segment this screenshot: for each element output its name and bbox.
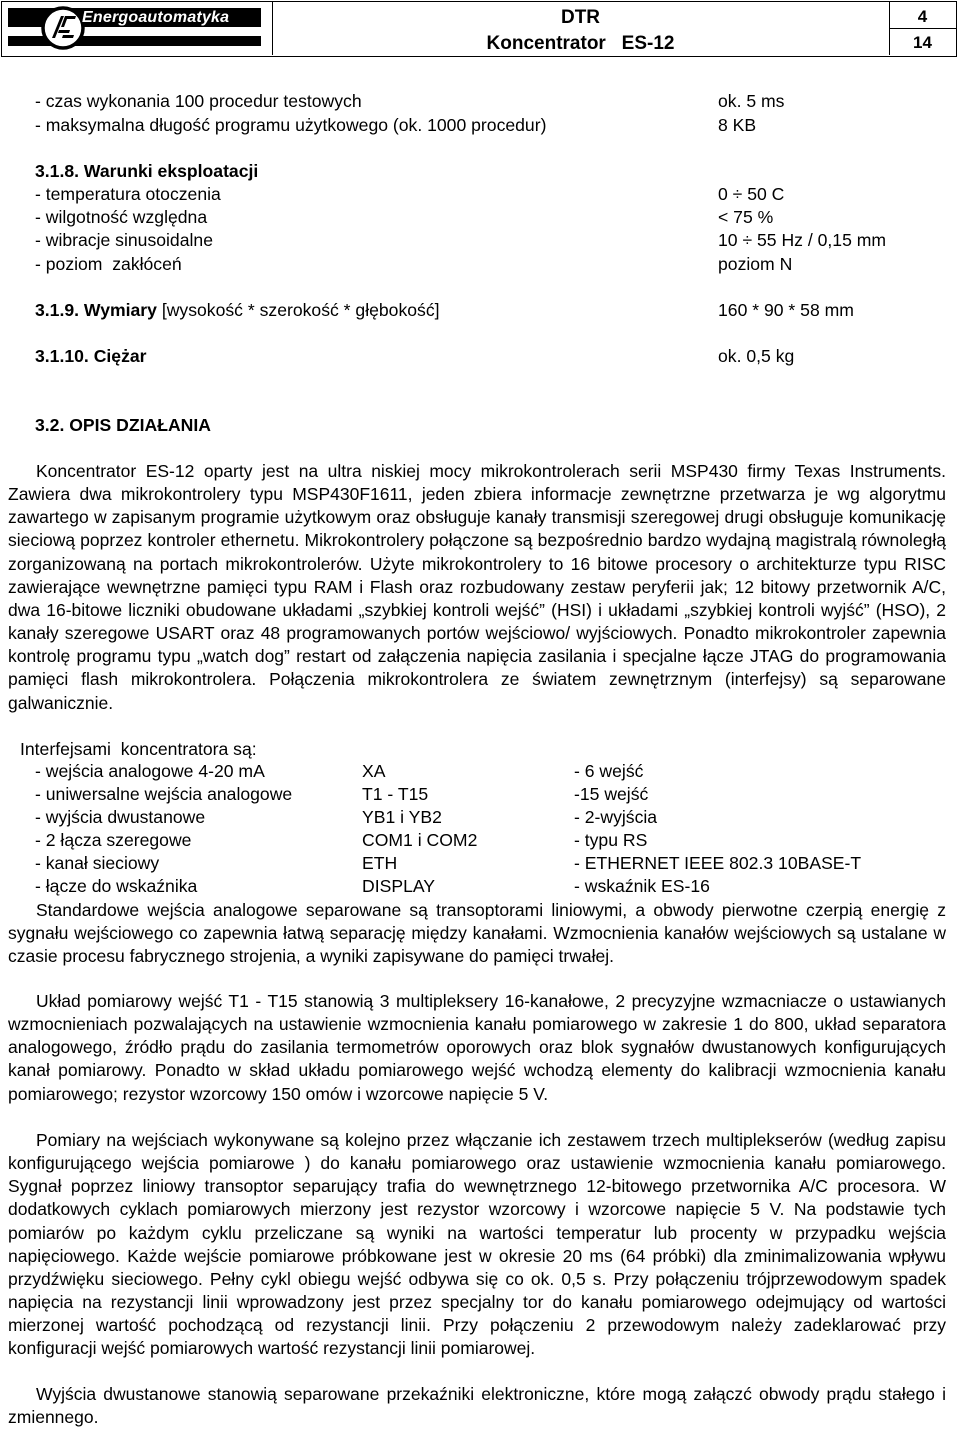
interfaces-heading: Interfejsami koncentratora są:	[20, 739, 257, 759]
paragraph	[8, 1383, 946, 1429]
spec-value: 0 ÷ 50 C	[718, 184, 785, 204]
dimension-note: [wysokość * szerokość * głębokość]	[156, 300, 440, 320]
title-cell	[272, 2, 890, 55]
section-number: 4	[917, 7, 928, 26]
interface-signal: ETH	[362, 853, 398, 873]
spec-row	[35, 183, 945, 205]
page-number: 14	[913, 33, 932, 52]
paragraph-text: Wyjścia dwustanowe stanowią separowane przekaźniki elektroniczne, które mogą załączć obwody prądu stałego i zmiennego.	[8, 1384, 946, 1428]
spec-row	[35, 206, 945, 228]
interface-row	[35, 760, 935, 783]
spec-row	[35, 299, 945, 321]
interface-name: - wejścia analogowe 4-20 mA	[35, 761, 265, 781]
interface-row	[35, 806, 935, 829]
spec-value: 10 ÷ 55 Hz / 0,15 mm	[718, 230, 887, 250]
page-number-cell	[889, 2, 956, 55]
paragraph	[8, 1129, 946, 1361]
spec-value: ok. 0,5 kg	[718, 346, 795, 366]
interface-row	[35, 875, 935, 898]
section-heading: 3.2. OPIS DZIAŁANIA	[35, 415, 211, 435]
spec-label: - wilgotność względna	[35, 207, 208, 227]
interface-name: - wyjścia dwustanowe	[35, 807, 206, 827]
divider	[889, 28, 956, 29]
interface-count: - ETHERNET IEEE 802.3 10BASE-T	[574, 853, 862, 873]
spec-label: - poziom zakłóceń	[35, 254, 182, 274]
paragraph	[8, 460, 946, 715]
paragraph-text: Pomiary na wejściach wykonywane są kolejno przez włączanie ich zestawem trzech multiplekserów (według zapisu konfigurującego wejścia pomiarowe ) do kanału pomiarowego oraz ustawienie wzmocnienia kanału pomiarowego. Sygnał poprzez liniowy transoptor separujący trafia do wewnętrznego 12-bitowego przetwornika A/C procesora. W dodatkowych cyklach pomiarowych mierzony jest rezystor wzorcowy i wzorcowe napięcie 5 V. Na podstawie tych pomiarów po każdym cyklu przeliczane są wyniki na wartości temperatur lub procenty w przypadku wejścia napięciowego. Każde wejście pomiarowe próbkowane jest w okresie 20 ms (64 próbki) dla zminimalizowania wpływu przydźwięku sieciowego. Pełny cykl obiegu wejść odbywa się co ok. 0,5 s. Przy połączeniu trójprzewodowym spadek napięcia na rezystancji linii wprowadzony jest przez specjalny tor do kanału pomiarowego odejmujący od wartości mierzonej wartość pochodzącą od rezystancji linii. Przy połączeniu 2 przewodowym należy zadeklarować przy konfiguracji wejść pomiarowych wartość rezystancji linii pomiarowej.	[8, 1130, 946, 1359]
spec-label: - maksymalna długość programu użytkowego (ok. 1000 procedur)	[35, 115, 547, 135]
company-logo-icon	[40, 5, 86, 51]
logo-cell	[2, 2, 273, 55]
interface-row	[35, 783, 935, 806]
spec-label: - wibracje sinusoidalne	[35, 230, 213, 250]
interface-count: - 2-wyjścia	[574, 807, 658, 827]
page-header	[1, 1, 957, 57]
interface-name: - 2 łącza szeregowe	[35, 830, 192, 850]
interface-signal: T1 - T15	[362, 784, 429, 804]
interface-row	[35, 852, 935, 875]
interface-signal: DISPLAY	[362, 876, 436, 896]
spec-value: 8 KB	[718, 115, 757, 135]
spec-row	[35, 90, 945, 112]
document-subtitle: Koncentrator ES-12	[486, 33, 675, 54]
interface-name: - łącze do wskaźnika	[35, 876, 198, 896]
spec-row	[35, 253, 945, 275]
paragraph-text: Układ pomiarowy wejść T1 - T15 stanowią 3 multipleksery 16-kanałowe, 2 precyzyjne wzmacniacze o ustawianych wzmocnieniach pozwalających na ustawienie wzmocnienia kanału pomiarowego w zakresie 1 do 800, układ separatora analogowego, źródło prądu do zasilania termometrów oporowych oraz blok sygnałów dwustanowych konfigurujących kanał pomiarowy. Ponadto w skład układu pomiarowego wejść wchodzą elementy do kalibracji wzmocnienia kanału pomiarowego; rezystor wzorcowy 150 omów i wzorcowe napięcie 5 V.	[8, 991, 946, 1104]
interface-count: - wskaźnik ES-16	[574, 876, 710, 896]
interface-signal: COM1 i COM2	[362, 830, 478, 850]
paragraph-text: Koncentrator ES-12 oparty jest na ultra niskiej mocy mikrokontrolerach serii MSP430 firmy Texas Instruments. Zawiera dwa mikrokontrolery typu MSP430F1611, jeden zbiera informacje zewnętrzne przetwarza je wg algorytmu zawartego w zapisanym programie użytkowym oraz obsługuje kanały transmisji szeregowej drugi obsługuje komunikację sieciową poprzez kontroler ethernetu. Mikrokontrolery połączone są bezpośrednio bardzo wydajną magistralą równoległą zorganizowaną na portach mikrokontrolerów. Użyte mikrokontrolery to 16 bitowe procesory o architekturze typu RISC zawierające wewnętrzne pamięci typu RAM i Flash oraz rozbudowany zestaw peryferii jak; 12 bitowy przetwornik A/C, dwa 16-bitowe liczniki obudowane układami „szybkiej kontroli wejść” (HSI) i układami „szybkiej kontroli wyjść” (HSO), 2 kanały szeregowe USART oraz 48 programowanych portów wejściowo/ wyjściowych. Ponadto mikrokontroler zapewnia kontrolę programu typu „watch dog” restart od załączenia napięcia zasilania i specjalne łącze JTAG do programowania pamięci flash mikrokontrolera. Połączenia mikrokontrolera ze światem zewnętrznym (interfejsy) są separowane galwanicznie.	[8, 461, 946, 713]
interface-row	[35, 829, 935, 852]
interface-count: - 6 wejść	[574, 761, 644, 781]
spec-label: - temperatura otoczenia	[35, 184, 221, 204]
interface-count: -15 wejść	[574, 784, 649, 804]
paragraph	[8, 990, 946, 1106]
spec-row	[35, 229, 945, 251]
interface-count: - typu RS	[574, 830, 648, 850]
spec-value: poziom N	[718, 254, 793, 274]
paragraph	[8, 899, 946, 968]
spec-value: ok. 5 ms	[718, 91, 785, 111]
section-heading: 3.1.9. Wymiary	[35, 300, 157, 320]
spec-row	[35, 114, 945, 136]
spec-value: 160 * 90 * 58 mm	[718, 300, 854, 320]
spec-row	[35, 345, 945, 367]
interface-name: - kanał sieciowy	[35, 853, 160, 873]
section-heading: 3.1.8. Warunki eksploatacji	[35, 161, 259, 181]
interface-signal: XA	[362, 761, 386, 781]
spec-label: - czas wykonania 100 procedur testowych	[35, 91, 362, 111]
interface-signal: YB1 i YB2	[362, 807, 442, 827]
brand-name: Energoautomatyka	[82, 9, 230, 26]
paragraph-text: Standardowe wejścia analogowe separowane są transoptorami liniowymi, a obwody pierwotne czerpią energię z sygnału wejściowego co zapewnia łatwą separację między kanałami. Wzmocnienia kanałów wejściowych są ustalane w czasie procesu fabrycznego strojenia, a wyniki zapisywane do pamięci trwałej.	[8, 900, 946, 967]
section-heading: 3.1.10. Ciężar	[35, 346, 147, 366]
document-title: DTR	[560, 7, 601, 28]
interface-name: - uniwersalne wejścia analogowe	[35, 784, 293, 804]
spec-value: < 75 %	[718, 207, 774, 227]
